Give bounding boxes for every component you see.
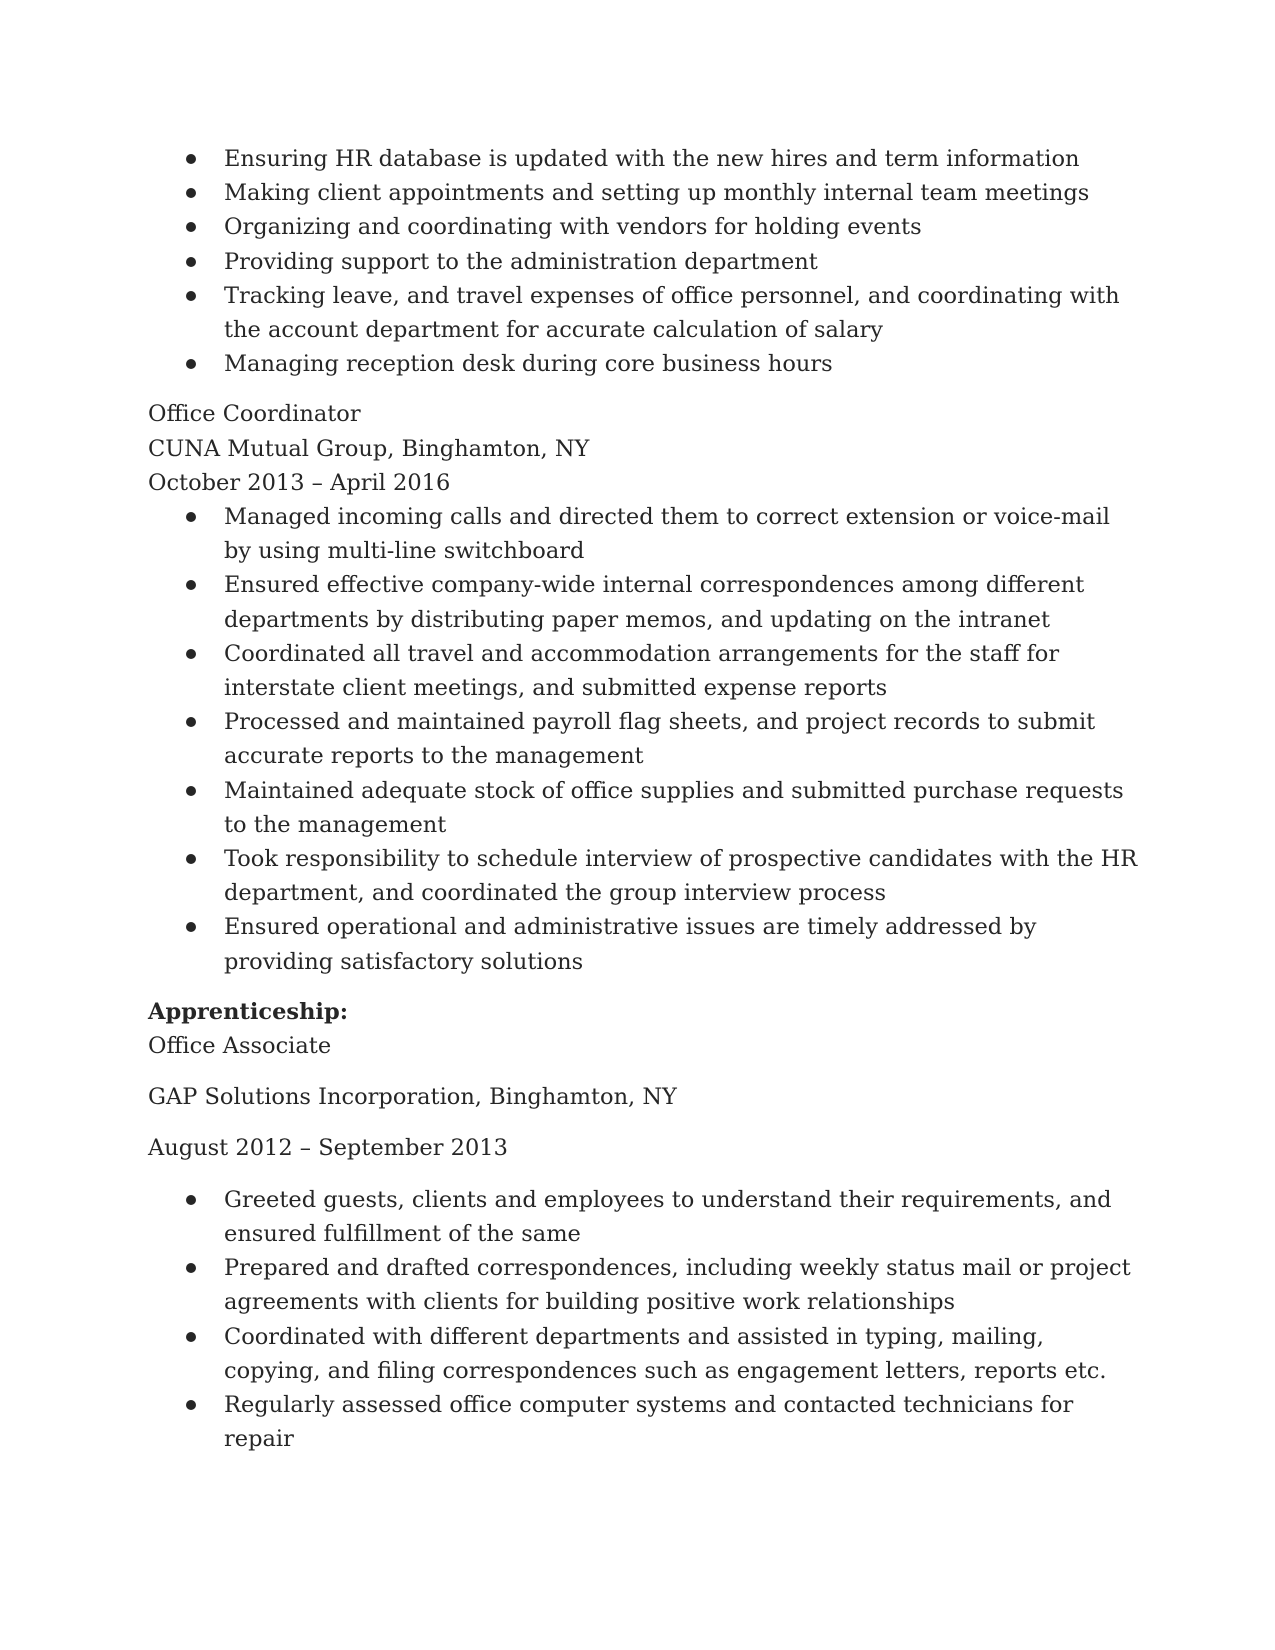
list-item (224, 637, 1138, 705)
list-item (224, 568, 1138, 636)
job-title: Office Coordinator (148, 401, 361, 428)
list-item-text: Ensuring HR database is updated with the new hires and term information (224, 146, 1080, 172)
list-item-text: Maintained adequate stock of office supplies and submitted purchase requests to the management (224, 777, 1124, 838)
section-heading: Apprenticeship: (148, 998, 349, 1025)
resume-page (148, 142, 1138, 1456)
bullet-icon (186, 154, 196, 164)
bullet-icon (186, 512, 196, 522)
employment-dates: August 2012 – September 2013 (148, 1135, 508, 1162)
bullet-icon (186, 222, 196, 232)
list-item (224, 279, 1138, 347)
list-item (224, 210, 1138, 244)
list-item-text: Tracking leave, and travel expenses of office personnel, and coordinating with the account department for accurate calculation of salary (224, 282, 1120, 344)
list-item-text: Managed incoming calls and directed them to correct extension or voice-mail by using multi-line switchboard (224, 504, 1110, 565)
list-item-text: Managing reception desk during core business hours (224, 351, 833, 378)
list-item-text: Took responsibility to schedule interview of prospective candidates with the HR department, and coordinated the group interview process (224, 846, 1138, 907)
list-item-text: Coordinated with different departments and assisted in typing, mailing, copying, and filing correspondences such as engagement letters, reports etc. (224, 1323, 1107, 1384)
list-item (224, 1320, 1138, 1388)
list-item (224, 500, 1138, 568)
list-item (224, 347, 1138, 381)
bullet-icon (186, 188, 196, 198)
list-item (224, 142, 1138, 176)
list-item-text: Ensured effective company-wide internal correspondences among different departments by distributing paper memos, and updating on the intranet (224, 572, 1085, 633)
bullet-icon (186, 1263, 196, 1273)
list-item (224, 1183, 1138, 1251)
list-item-text: Ensured operational and administrative issues are timely addressed by providing satisfactory solutions (224, 914, 1037, 975)
bullet-icon (186, 1195, 196, 1205)
list-item-text: Providing support to the administration department (224, 248, 818, 275)
list-item-text: Making client appointments and setting up monthly internal team meetings (224, 180, 1090, 207)
bullet-icon (186, 1400, 196, 1410)
list-item (224, 245, 1138, 279)
list-item (224, 1251, 1138, 1319)
duties-list (148, 142, 1138, 381)
bullet-icon (186, 359, 196, 369)
bullet-icon (186, 257, 196, 267)
list-item-text: Processed and maintained payroll flag sheets, and project records to submit accurate reports to the management (224, 709, 1096, 770)
bullet-icon (186, 1332, 196, 1342)
company-location: GAP Solutions Incorporation, Binghamton, NY (148, 1084, 677, 1111)
list-item-text: Organizing and coordinating with vendors for holding events (224, 214, 922, 241)
list-item (224, 910, 1138, 978)
apprenticeship-duties-list (148, 1183, 1138, 1457)
bullet-icon (186, 649, 196, 659)
bullet-icon (186, 854, 196, 864)
job-title: Office Associate (148, 1033, 332, 1060)
bullet-icon (186, 580, 196, 590)
list-item (224, 774, 1138, 842)
employment-dates: October 2013 – April 2016 (148, 469, 451, 496)
list-item-text: Coordinated all travel and accommodation arrangements for the staff for interstate client meetings, and submitted expense reports (224, 640, 1060, 702)
bullet-icon (186, 786, 196, 796)
job-duties-list (148, 500, 1138, 979)
bullet-icon (186, 922, 196, 932)
list-item (224, 176, 1138, 210)
bullet-icon (186, 717, 196, 727)
list-item (224, 705, 1138, 773)
bullet-icon (186, 291, 196, 301)
company-location: CUNA Mutual Group, Binghamton, NY (148, 435, 590, 462)
list-item (224, 842, 1138, 910)
list-item (224, 1388, 1138, 1456)
list-item-text: Regularly assessed office computer systems and contacted technicians for repair (224, 1391, 1074, 1453)
list-item-text: Prepared and drafted correspondences, including weekly status mail or project agreements with clients for building positive work relationships (224, 1255, 1131, 1316)
list-item-text: Greeted guests, clients and employees to understand their requirements, and ensured fulfillment of the same (224, 1186, 1112, 1247)
